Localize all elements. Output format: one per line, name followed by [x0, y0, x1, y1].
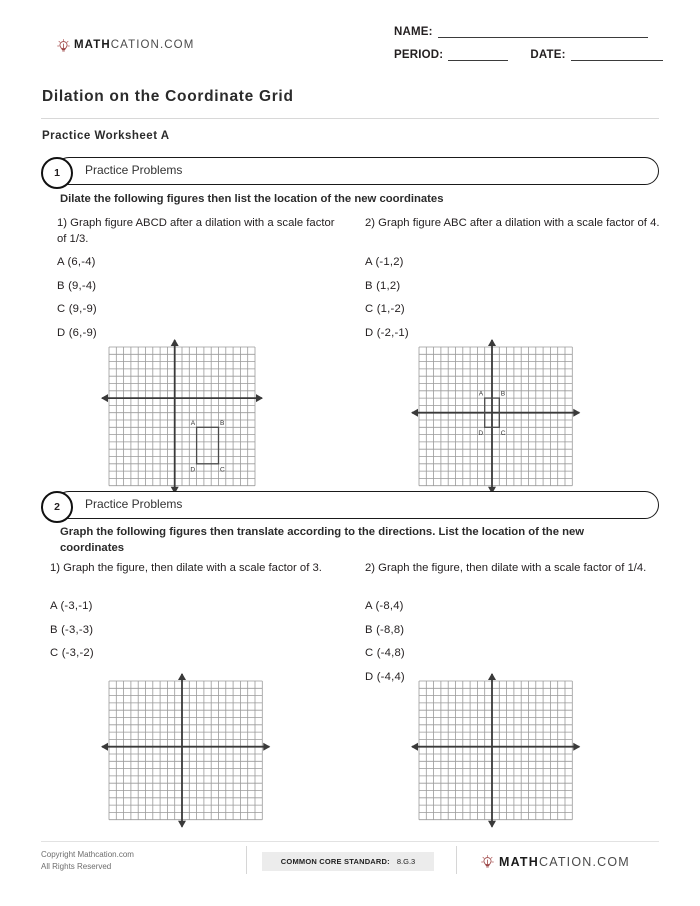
section-1-problem-1-prompt: 1) Graph figure ABCD after a dilation with a scale factor of 1/3.	[57, 217, 335, 246]
coord-item: A (6,-4)	[57, 256, 96, 268]
coord-item: C (9,-9)	[57, 303, 97, 315]
footer-separator-right	[456, 846, 457, 874]
common-core-badge	[262, 852, 434, 871]
coord-item: D (6,-9)	[57, 326, 97, 339]
copyright-line-2: All Rights Reserved	[41, 862, 112, 871]
brand-wordmark	[74, 40, 194, 52]
section-2-number: 2	[41, 491, 73, 523]
section-1-instruction: Dilate the following figures then list the location of the new coordinates	[60, 193, 444, 205]
footer-brand-wordmark	[499, 856, 630, 869]
svg-text:C: C	[500, 429, 506, 437]
worksheet-subtitle: Practice Worksheet A	[42, 130, 170, 142]
section-2-problem-2-prompt: 2) Graph the figure, then dilate with a scale factor of 1/4.	[365, 562, 647, 574]
name-input[interactable]	[438, 26, 648, 38]
coord-item: C (1,-2)	[365, 303, 405, 315]
section-1-banner	[41, 157, 659, 185]
brand-bold: MATH	[74, 39, 111, 52]
footer-separator-left	[246, 846, 247, 874]
section-1-number: 1	[41, 157, 73, 189]
footer-brand-bold: MATH	[499, 854, 539, 869]
date-label: DATE:	[530, 49, 566, 61]
coord-item: B (-8,8)	[365, 623, 405, 636]
section-2-label: Practice Problems	[85, 497, 183, 511]
copyright-text	[41, 849, 134, 873]
copyright-line-1: Copyright Mathcation.com	[41, 850, 134, 859]
footer-brand-logo	[481, 855, 630, 869]
coord-item: B (-3,-3)	[50, 623, 94, 636]
svg-text:B: B	[219, 419, 225, 427]
page-title: Dilation on the Coordinate Grid	[42, 88, 294, 105]
brand-light: CATION.COM	[110, 39, 195, 52]
section-2-problem-1-coords	[50, 600, 94, 671]
coordinate-grid-2-1[interactable]	[100, 672, 271, 829]
svg-text:D: D	[478, 429, 484, 437]
svg-text:B: B	[500, 390, 506, 398]
title-divider	[41, 118, 659, 119]
section-1-problem-2-coords	[365, 256, 409, 350]
name-label: NAME:	[394, 26, 433, 38]
date-input[interactable]	[571, 49, 663, 61]
coord-item: B (9,-4)	[57, 279, 97, 292]
svg-text:C: C	[219, 466, 225, 474]
footer-divider	[41, 841, 659, 842]
coord-item: C (-4,8)	[365, 647, 405, 659]
coord-item: A (-3,-1)	[50, 600, 93, 612]
section-1-label: Practice Problems	[85, 163, 183, 177]
svg-text:D: D	[190, 466, 196, 474]
section-2-problem-2-coords	[365, 600, 405, 694]
coord-item: A (-1,2)	[365, 256, 404, 268]
coord-item: A (-8,4)	[365, 600, 404, 612]
period-input[interactable]	[448, 49, 508, 61]
section-1-problem-2-prompt: 2) Graph figure ABC after a dilation with a scale factor of 4.	[365, 217, 660, 229]
svg-text:A: A	[190, 419, 196, 427]
coord-item: D (-4,4)	[365, 670, 405, 683]
footer-brand-light: CATION.COM	[538, 854, 630, 869]
svg-text:A: A	[478, 390, 484, 398]
coordinate-grid-2-2[interactable]	[410, 672, 581, 829]
page-header	[0, 0, 700, 80]
lightbulb-icon	[481, 855, 494, 869]
period-date-field-row	[394, 49, 666, 61]
student-info-fields	[394, 26, 666, 61]
coordinate-grid-1-1[interactable]	[100, 338, 264, 495]
lightbulb-icon	[57, 39, 70, 53]
brand-logo	[57, 39, 194, 53]
section-2-instruction: Graph the following figures then translate according to the directions. List the location of the new coordinates	[60, 526, 585, 555]
coord-item: B (1,2)	[365, 279, 401, 292]
coord-item: D (-2,-1)	[365, 326, 409, 339]
name-field-row	[394, 26, 666, 38]
coord-item: C (-3,-2)	[50, 647, 94, 659]
section-2-banner	[41, 491, 659, 519]
common-core-label: COMMON CORE STANDARD:	[280, 857, 390, 866]
coordinate-grid-1-2[interactable]	[410, 338, 581, 495]
section-2-problem-1-prompt: 1) Graph the figure, then dilate with a scale factor of 3.	[50, 562, 322, 574]
period-label: PERIOD:	[394, 49, 444, 61]
section-1-problem-1-coords	[57, 256, 97, 350]
common-core-value: 8.G.3	[396, 857, 416, 866]
